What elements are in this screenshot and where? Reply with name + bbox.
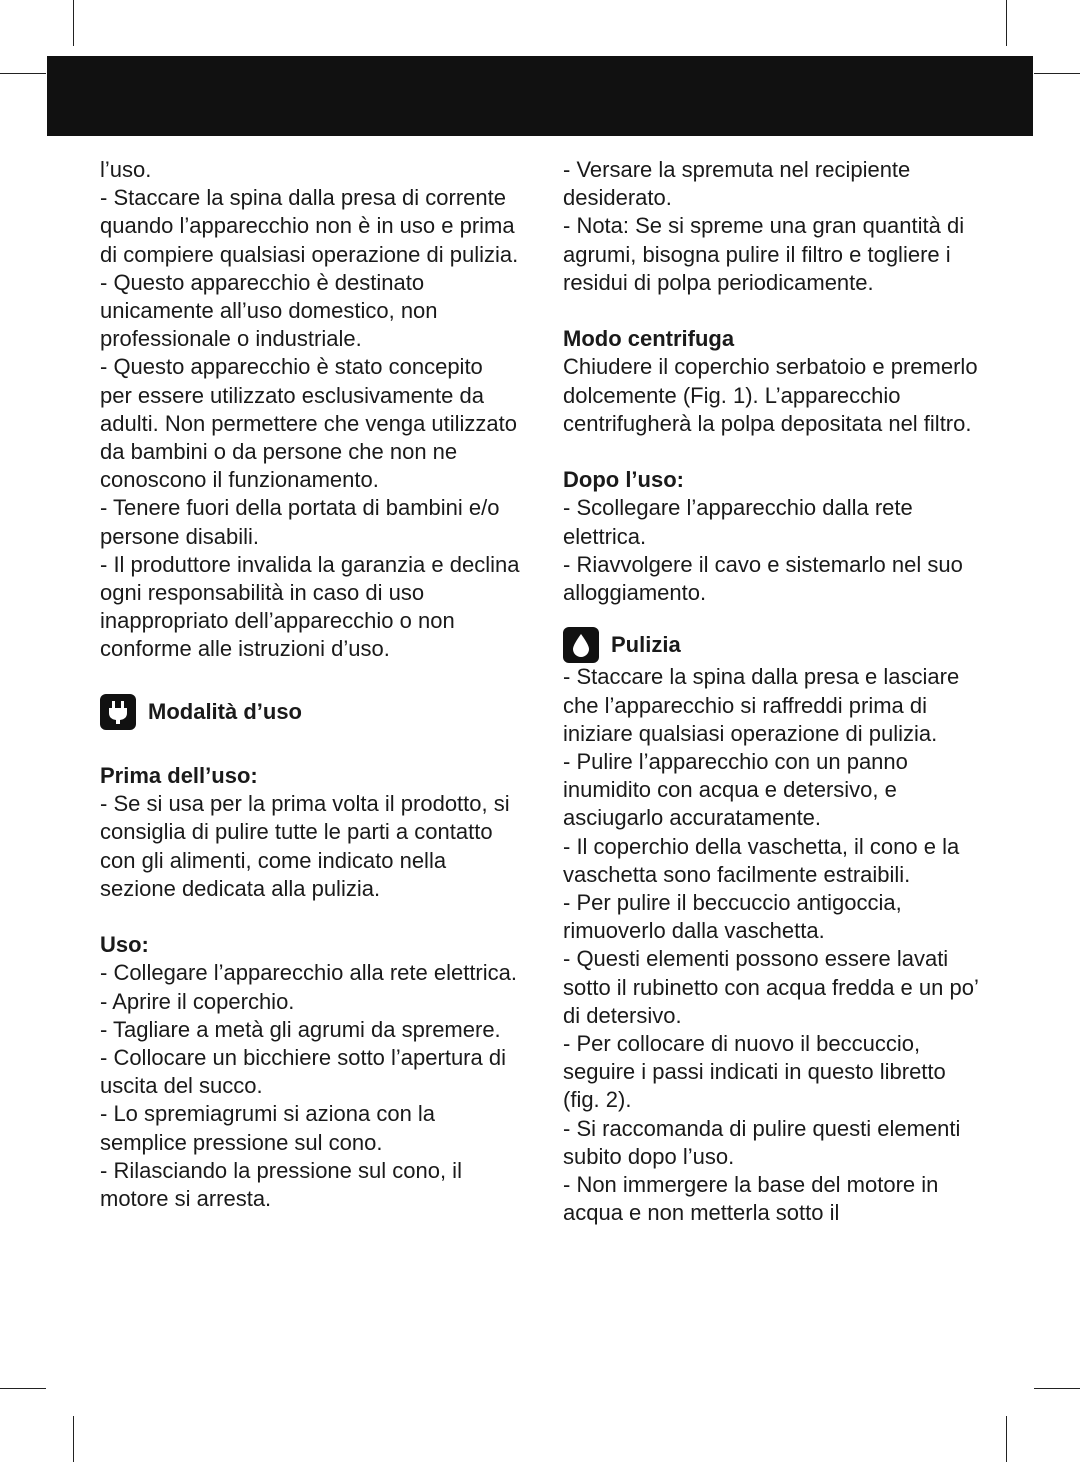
paragraph: - Per pulire il beccuccio antigoccia, rimuoverlo dalla vaschetta. [563, 890, 902, 944]
subheading-uso: Uso: [100, 932, 149, 958]
crop-mark [1006, 0, 1007, 46]
paragraph: - Nota: Se si spreme una gran quantità di agrumi, bisogna pulire il filtro e togliere i residui di polpa periodicamente. [563, 213, 965, 295]
plug-icon [100, 694, 136, 730]
paragraph: - Per collocare di nuovo il beccuccio, seguire i passi indicati in questo libretto (fig. 2). [563, 1031, 946, 1113]
paragraph: - Riavvolgere il cavo e sistemarlo nel suo alloggiamento. [563, 551, 963, 606]
paragraph: - Non immergere la base del motore in acqua e non metterla sotto il [563, 1172, 939, 1226]
crop-mark [1034, 1388, 1080, 1389]
subheading-dopo: Dopo l’uso: [563, 467, 684, 493]
section-title: Pulizia [611, 632, 681, 658]
paragraph: - Questi elementi possono essere lavati sotto il rubinetto con acqua fredda e un po’ di detersivo. [563, 946, 979, 1028]
section-heading-modalita [100, 694, 520, 730]
paragraph: - Si raccomanda di pulire questi elementi subito dopo l’uso. [563, 1115, 961, 1169]
paragraph: - Pulire l’apparecchio con un panno inumidito con acqua e detersivo, e asciugarlo accuratamente. [563, 749, 908, 831]
paragraph: - Se si usa per la prima volta il prodotto, si consiglia di pulire tutte le parti a contatto con gli alimenti, come indicato nella sezione dedicata alla pulizia. [100, 791, 510, 901]
paragraph: - Lo spremiagrumi si aziona con la semplice pressione sul cono. [100, 1101, 436, 1155]
paragraph: - Staccare la spina dalla presa e lasciare che l’apparecchio si raffreddi prima di iniziare qualsiasi operazione di pulizia. [563, 664, 960, 746]
subheading-prima: Prima dell’uso: [100, 763, 258, 789]
paragraph: - Il produttore invalida la garanzia e declina ogni responsabilità in caso di uso inappropriato dell’apparecchio o non conforme alle istruzioni d’uso. [100, 551, 520, 662]
header-band [47, 56, 1033, 136]
paragraph: - Versare la spremuta nel recipiente desiderato. [563, 157, 911, 211]
crop-mark [0, 73, 46, 74]
paragraph: - Questo apparecchio è destinato unicamente all’uso domestico, non professionale o industriale. [100, 269, 438, 352]
crop-mark [73, 1416, 74, 1462]
paragraph: - Collegare l’apparecchio alla rete elettrica. [100, 960, 517, 986]
crop-mark [1034, 73, 1080, 74]
paragraph: - Aprire il coperchio. [100, 988, 295, 1014]
paragraph: - Il coperchio della vaschetta, il cono e la vaschetta sono facilmente estraibili. [563, 833, 960, 887]
section-title: Modalità d’uso [148, 698, 302, 724]
section-heading-pulizia [563, 627, 983, 663]
subheading-centrifuga: Modo centrifuga [563, 326, 735, 352]
paragraph: - Tagliare a metà gli agrumi da spremere. [100, 1016, 501, 1042]
paragraph: - Questo apparecchio è stato concepito per essere utilizzato esclusivamente da adulti. Non permettere che venga utilizzato da bambini o da persone che non ne conoscono il funzionamento. [100, 354, 518, 493]
paragraph: - Scollegare l’apparecchio dalla rete elettrica. [563, 495, 913, 549]
paragraph: - Rilasciando la pressione sul cono, il motore si arresta. [100, 1157, 462, 1212]
water-drop-icon [563, 627, 599, 663]
paragraph: - Staccare la spina dalla presa di corrente quando l’apparecchio non è in uso e prima di compiere qualsiasi operazione di pulizia. [100, 185, 519, 267]
paragraph: l’uso. [100, 157, 152, 182]
crop-mark [0, 1388, 46, 1389]
paragraph: - Tenere fuori della portata di bambini e/o persone disabili. [100, 495, 500, 549]
right-column [563, 156, 983, 1227]
left-column [100, 156, 520, 1213]
paragraph: Chiudere il coperchio serbatoio e premerlo dolcemente (Fig. 1). L’apparecchio centrifugherà la polpa depositata nel filtro. [563, 354, 978, 436]
paragraph: - Collocare un bicchiere sotto l’apertura di uscita del succo. [100, 1045, 506, 1099]
crop-mark [1006, 1416, 1007, 1462]
crop-mark [73, 0, 74, 46]
